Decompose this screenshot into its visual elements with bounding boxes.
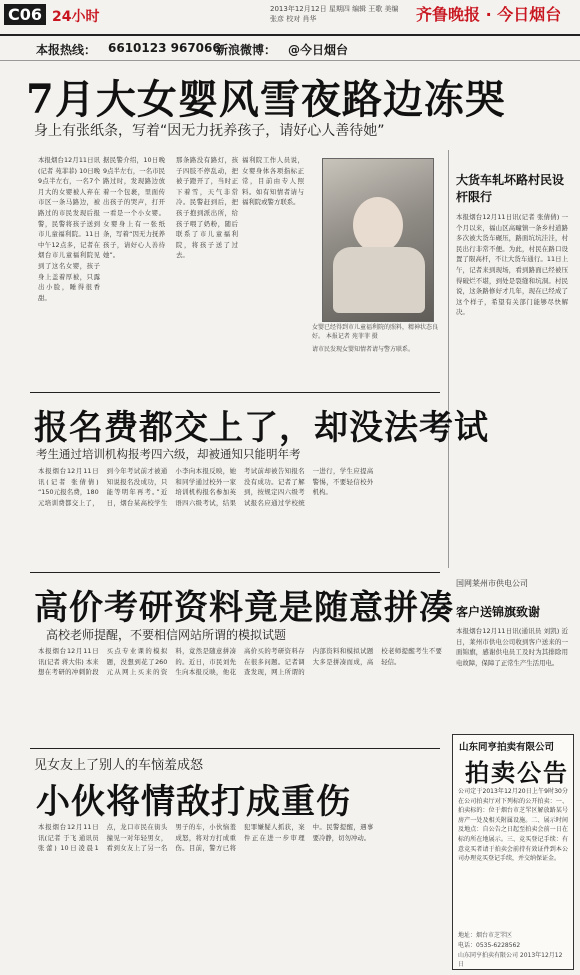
auction-notice — [452, 734, 574, 970]
story1-caption: 女婴已经得到市儿童福利院的照料，精神状态良好。 本报记者 苑菲菲 摄 — [312, 324, 439, 340]
story2-body: 本报烟台12月11日讯(记者 张倩倩) “150元报名费，180元培训费都交上了，到今年考试前才被通知说报名没成功，只能等明年再考。”近日，烟台某高校学生小李向本报反映，她和同学通过校外一家培训机构报名参加英语四六级考试，结果考试前却被告知报名没有成功。记者了解到，按规定四六级考试报名应通过学校统一进行，学生应提高警惕，不要轻信校外机构。 — [38, 467, 374, 507]
ad-address: 地址：烟台市芝罘区 — [458, 932, 513, 939]
story3-subhead: 高校老师提醒，不要相信网站所谓的模拟试题 — [46, 628, 287, 642]
ad-signoff: 山东同亨拍卖有限公司 2013年12月12日 — [458, 952, 563, 968]
ad-title: 拍卖公告 — [465, 758, 569, 787]
story3-headline: 高价考研资料竟是随意拼凑 — [34, 588, 454, 628]
story4-kicker: 见女友上了别人的车恼羞成怒 — [34, 758, 204, 773]
sidebar1-body: 本报烟台12月11日讯(记者 张倩倩) 一个月以来，福山区高疃镇一条乡村道路多次被大货车碾压，路面坑坑洼洼，村民出行非常不便。为此，村民在路口设置了限高杆，不让大货车通行。11日上午，记者来到现场，看到路面已经被压得破烂不堪，到处是裂缝和坑洞。村民说，这条路修好才几年，现在已经成了这个样子，希望有关部门能够尽快解决。 — [456, 213, 568, 317]
sidebar2-headline: 客户送锦旗致谢 — [456, 605, 541, 619]
sidebar2-body: 本报烟台12月11日讯(通讯员 刘凯) 近日，莱州市供电公司收到客户送来的一面锦旗，感谢供电员工及时为其排除用电故障，保障了正常生产生活用电。 — [456, 627, 568, 667]
story1-col4: 福利院工作人员说，女婴身体各项指标正常，目前由专人照料。如有知情者请与福利院或警方联系。 — [242, 156, 304, 207]
weibo-handle: @今日烟台 — [288, 43, 349, 57]
page-number: C06 — [4, 4, 46, 25]
story4-body: 本报烟台12月11日讯(记者 于飞 通讯员 张蕾) 10日凌晨1点，龙口市民在街头撞见一对年轻男女，看到女友上了另一名男子的车，小伙恼羞成怒，将对方打成重伤。目前，警方已将犯罪嫌疑人抓获，案件正在进一步审理中。民警提醒，遇事要冷静，切勿冲动。 — [38, 823, 374, 853]
ad-phone: 电话：0535-6228562 — [458, 942, 521, 949]
hotline-bar — [0, 36, 580, 61]
masthead: 齐鲁晚报 · 今日烟台 — [416, 5, 562, 24]
story4-headline: 小伙将情敌打成重伤 — [36, 782, 351, 822]
weibo-label: 新浪微博： — [216, 43, 277, 57]
story2-subhead: 考生通过培训机构报考四六级，却被通知只能明年考 — [36, 447, 301, 461]
story1-col1: 本报烟台12月11日讯(记者 苑菲菲) 10日晚9点半左右，一名7个月大的女婴被人弃在市区一条马路边，被路过的市民发现后报警，民警将孩子送到市儿童福利院。11日中午12点多，记者在烟台市儿童福利院见到了这名女婴，孩子身上盖着厚被，只露出小脸，睡得很香甜。 — [38, 156, 100, 302]
hotline-number: 6610123 967066 — [108, 41, 221, 55]
hotline-label: 本报热线： — [36, 43, 97, 57]
baby-blanket-shape — [333, 247, 425, 313]
ad-org: 山东同亨拍卖有限公司 — [459, 742, 555, 753]
story3-body: 本报烟台12月11日讯(记者 蒋大伟) 本来想在考研的冲刺阶段买点专业课的模拟题，没想到花了260元从网上买来的资料，竟然是随意拼凑的。近日，市民刘先生向本报反映，他花高价买的考研资料存在很多问题。记者调查发现，网上所谓的内部资料和模拟试题大多是拼凑而成，高校老师提醒考生不要轻信。 — [38, 647, 442, 677]
story1-headline: 7月大女婴风雪夜路边冻哭 — [26, 76, 506, 123]
section-name: 24小时 — [52, 9, 100, 25]
sidebar1-headline: 大货车轧坏路村民设杆限行 — [456, 173, 565, 204]
page-header — [0, 0, 580, 36]
column-divider — [448, 150, 449, 568]
story1-subhead: 身上有张纸条，写着“因无力抚养孩子，请好心人善待她” — [34, 123, 385, 139]
section-rule — [30, 572, 440, 573]
baby-face-shape — [353, 197, 403, 253]
section-rule — [30, 748, 440, 749]
ad-body: 公司定于2013年12月20日上午9时30分在公司拍卖厅对下列标的公开拍卖：一、拍卖标的：位于烟台市芝罘区解放路某号房产一处及相关附属设施。二、展示时间及地点：自公告之日起至拍卖会前一日在标的所在地展示。三、竞买登记手续：有意竞买者请于拍卖会前持有效证件到本公司办理竞买登记手续，并交纳保证金。 — [458, 788, 568, 863]
story1-col3: 那条路没有路灯，孩子四肢不停乱动，把被子蹬开了，当时正下着雪，天气非常冷。民警赶到后，把孩子抱到派出所，给孩子喂了奶粉，随后联系了市儿童福利院，将孩子送了过去。 — [176, 156, 238, 260]
baby-photo — [322, 158, 434, 322]
story1-caption2: 请市民发现女婴知情者请与警方联系。 — [312, 346, 415, 353]
sidebar2-tag: 国网莱州市供电公司 — [456, 579, 528, 588]
story1-col2: 据民警介绍，10日晚9点半左右，一名市民路过时，发现路边放着一个包裹，里面传出孩子的哭声，打开一看是一个小女婴。女婴身上有一张纸条，写着“因无力抚养孩子，请好心人善待她”。 — [103, 156, 165, 260]
story2-headline: 报名费都交上了，却没法考试 — [34, 408, 489, 448]
dateline: 2013年12月12日 星期四 编辑 王歌 美编 张彦 校对 肖华 — [270, 5, 399, 23]
section-rule — [30, 392, 440, 393]
